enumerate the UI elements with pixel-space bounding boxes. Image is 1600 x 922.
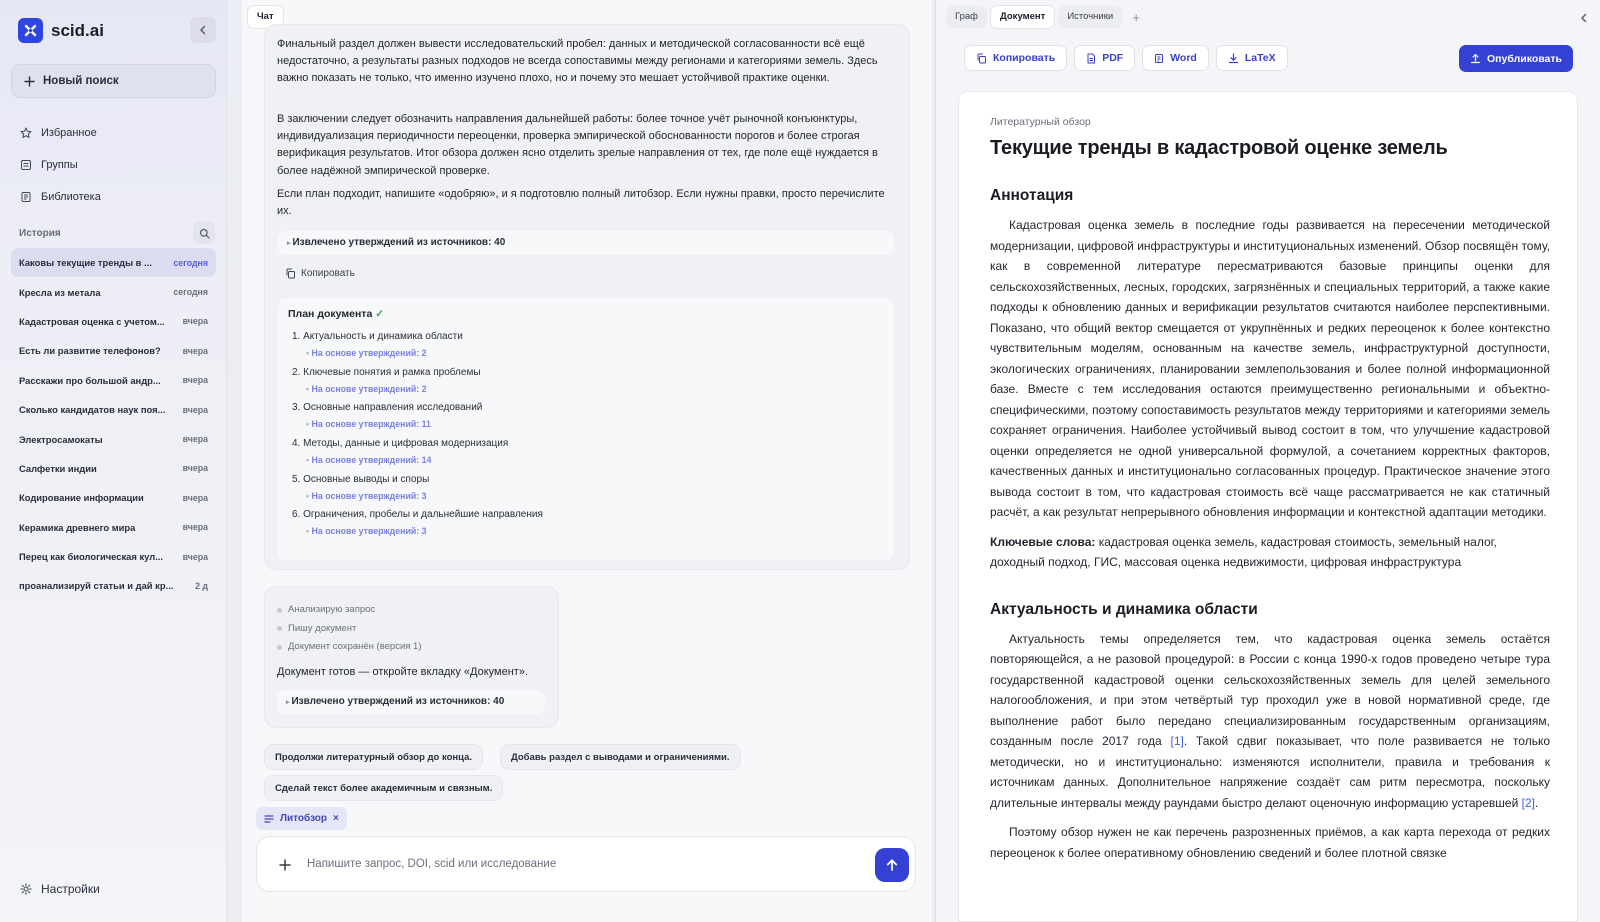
history-item-date: вчера bbox=[182, 551, 208, 562]
sidebar-item-label: Группы bbox=[41, 159, 78, 171]
plan-item-title: 4. Методы, данные и цифровая модернизация bbox=[292, 438, 509, 450]
history-item[interactable] bbox=[11, 542, 216, 571]
plus-icon bbox=[24, 76, 35, 87]
section-text: . Такой сдвиг показывает, что поле развивается не только методически, но и институционально: изменяются исполнители, правила и требования к источникам данных. Дополнительное напряжение создаёт сам ритм пересмотра, поскольку длительные интервалы между раундами быстро делают оценочную информацию устаревшей bbox=[990, 734, 1551, 810]
export-word-button[interactable] bbox=[1142, 45, 1209, 71]
history-item-title: Кресла из метала bbox=[19, 286, 101, 298]
plan-item-claims[interactable]: • На основе утверждений: 3 bbox=[292, 523, 543, 540]
suggestion-chip[interactable]: Продолжи литературный обзор до конца. bbox=[264, 744, 483, 770]
history-item-date: вчера bbox=[182, 492, 208, 503]
message-paragraph: Финальный раздел должен вывести исследовательский пробел: данных и методической согласованности всё ещё недостаточно, а результаты разных подходов не всегда сопоставимы между регионами и категориями земель. Здесь важно показать не только, что именно изучено плохо, но и почему это мешает устойчивой практике оценки. bbox=[277, 38, 878, 85]
abstract-text: Кадастровая оценка земель в последние годы развивается на пересечении методической модернизации, цифровой инфраструктуры и институциональных изменений. Обзор посвящён тому, как в современной литературе пересматриваются базовые принципы оценки для сельскохозяйственных, лесных, городских, загрязнённых и специальных территорий, а также какие подходы к обновлению данных и верификации результатов считаются наиболее перспективными. Показано, что общий вектор смещается от укрупнённых и редких переоценок к более контекстно чувствительным моделям, основанным на качестве земель, инфраструктурной доступности, экологических ограничениях, планировании землепользования и более полной информационной базе. Вместе с тем исследования остаются преимущественно региональными и объектно-специфическими, поэтому сопоставимость результатов между территориями и категориями земель сохраняет ограничения. Наиболее устойчивый вывод состоит в том, что улучшение кадастровой оценки определяется не одной универсальной формулой, а сочетанием корректных факторов, качественных данных и институционально согласованных процедур. Практическое значение этого вывода состоит в том, что кадастровая стоимость всё чаще рассматривается не как статичный расчёт, а как результат непрерывного обновления информации и контекстной адаптации методики. bbox=[990, 218, 1550, 519]
history-item[interactable] bbox=[11, 483, 216, 512]
document-page bbox=[958, 91, 1578, 922]
history-item[interactable] bbox=[11, 513, 216, 542]
dot-icon bbox=[277, 645, 282, 650]
sidebar-item-label: Библиотека bbox=[41, 191, 101, 203]
claims-toggle[interactable]: ▸ Извлечено утверждений из источников: 40 bbox=[277, 690, 545, 714]
keywords-text: кадастровая оценка земель, кадастровая стоимость, земельный налог, доходный подход, ГИС, массовая оценка недвижимости, цифровая инфраструктура bbox=[990, 534, 1497, 569]
history-list bbox=[11, 248, 216, 601]
citation-link[interactable]: [1] bbox=[1170, 734, 1184, 748]
copy-document-label: Копировать bbox=[993, 52, 1056, 64]
plan-item bbox=[292, 435, 543, 471]
upload-icon bbox=[1470, 53, 1481, 64]
plan-item bbox=[292, 364, 543, 400]
export-word-label: Word bbox=[1170, 52, 1197, 64]
close-icon[interactable]: × bbox=[333, 813, 339, 824]
section-paragraph: Поэтому обзор нужен не как перечень разрозненных приёмов, а как карта перехода от редких переоценок к более оперативному обновлению сведений и более плотной связке bbox=[990, 825, 1550, 860]
status-done-text: Документ готов — откройте вкладку «Документ». bbox=[277, 666, 528, 678]
copy-document-button[interactable] bbox=[964, 45, 1067, 71]
collapse-panel-button[interactable] bbox=[1574, 8, 1594, 28]
history-item-title: Салфетки индии bbox=[19, 462, 97, 474]
keywords bbox=[990, 532, 1550, 573]
dot-icon bbox=[277, 608, 282, 613]
copy-message-button[interactable] bbox=[285, 268, 355, 279]
history-item-title: Сколько кандидатов наук поя... bbox=[19, 404, 166, 416]
history-item[interactable] bbox=[11, 366, 216, 395]
gear-icon bbox=[20, 883, 32, 895]
status-steps bbox=[277, 601, 422, 657]
new-search-label: Новый поиск bbox=[43, 75, 119, 87]
mode-tag-label: Литобзор bbox=[280, 813, 328, 824]
status-step-label: Пишу документ bbox=[288, 622, 357, 634]
plan-title-text: План документа bbox=[288, 308, 373, 320]
suggestion-chip[interactable]: Сделай текст более академичным и связным. bbox=[264, 775, 503, 801]
file-icon bbox=[1154, 53, 1164, 64]
plan-item bbox=[292, 399, 543, 435]
chevron-left-icon bbox=[198, 25, 208, 35]
history-item-date: вчера bbox=[182, 404, 208, 415]
history-item-date: вчера bbox=[182, 463, 208, 474]
brand[interactable] bbox=[18, 18, 104, 43]
download-icon bbox=[1228, 53, 1239, 64]
history-item-date: вчера bbox=[182, 345, 208, 356]
status-step-label: Анализирую запрос bbox=[288, 604, 376, 615]
publish-button[interactable] bbox=[1459, 45, 1573, 72]
library-icon bbox=[20, 191, 32, 203]
section-text: Актуальность темы определяется тем, что кадастровая оценка земель остаётся повторяющейся, а не разовой процедурой: в России с конца 1990-х годов проведено четыре тура государственной кадастровой оценки сельскохозяйственных земель для целей земельного налогообложения, и при этом четвёртый тур проходил уже в новой нормативной среде, где выполнение работ было передано специализированным государственным организациям, созданным после 2017 года bbox=[990, 631, 1550, 748]
tab-sources[interactable]: Источники bbox=[1058, 6, 1122, 28]
history-item-title: Расскажи про большой андр... bbox=[19, 374, 161, 386]
history-item-title: Керамика древнего мира bbox=[19, 521, 136, 533]
history-item-title: Кадастровая оценка с учетом... bbox=[19, 315, 165, 327]
tab-document[interactable]: Документ bbox=[991, 6, 1054, 28]
list-icon bbox=[264, 814, 274, 824]
history-item-date: сегодня bbox=[173, 257, 208, 268]
collapse-sidebar-button[interactable] bbox=[190, 17, 216, 43]
history-item-date: вчера bbox=[182, 375, 208, 386]
mode-tag[interactable] bbox=[256, 807, 347, 830]
settings-button[interactable] bbox=[20, 882, 100, 896]
plan-item-claims[interactable]: • На основе утверждений: 2 bbox=[292, 345, 543, 362]
sidebar-item-groups[interactable] bbox=[20, 149, 101, 181]
copy-icon bbox=[285, 268, 296, 279]
plan-item bbox=[292, 471, 543, 507]
document-plan bbox=[278, 298, 894, 560]
plan-title bbox=[288, 308, 384, 320]
copy-icon bbox=[976, 53, 987, 64]
keywords-label: Ключевые слова: bbox=[990, 534, 1096, 549]
star-icon bbox=[20, 127, 32, 139]
new-search-button[interactable] bbox=[11, 64, 216, 98]
document-tabbar bbox=[946, 6, 1146, 28]
copy-label: Копировать bbox=[301, 268, 355, 279]
plan-list bbox=[292, 328, 543, 542]
document-kicker: Литературный обзор bbox=[990, 116, 1091, 128]
plan-item-title: 5. Основные выводы и споры bbox=[292, 473, 430, 485]
check-icon: ✓ bbox=[375, 308, 385, 320]
plus-icon bbox=[279, 859, 291, 871]
file-icon bbox=[1086, 53, 1096, 64]
history-item[interactable] bbox=[11, 248, 216, 277]
plan-item-title: 3. Основные направления исследований bbox=[292, 402, 483, 414]
attach-button[interactable] bbox=[275, 855, 295, 875]
arrow-up-icon bbox=[885, 858, 899, 872]
chat-input[interactable] bbox=[307, 849, 827, 879]
plan-item-title: 6. Ограничения, пробелы и дальнейшие направления bbox=[292, 509, 543, 521]
sidebar-item-library[interactable] bbox=[20, 181, 101, 213]
export-pdf-button[interactable] bbox=[1074, 45, 1135, 71]
document-title: Текущие тренды в кадастровой оценке земель bbox=[990, 137, 1448, 159]
send-button[interactable] bbox=[875, 848, 909, 882]
history-item-title: Электросамокаты bbox=[19, 433, 103, 445]
settings-label: Настройки bbox=[41, 882, 100, 896]
status-step-label: Документ сохранён (версия 1) bbox=[288, 641, 422, 652]
history-item-date: вчера bbox=[182, 434, 208, 445]
plan-item-claims[interactable]: • На основе утверждений: 11 bbox=[292, 416, 543, 433]
status-step bbox=[277, 638, 422, 657]
history-item[interactable] bbox=[11, 571, 216, 600]
history-item-title: Перец как биологическая кул... bbox=[19, 551, 164, 563]
export-latex-button[interactable] bbox=[1216, 45, 1288, 71]
history-item-date: вчера bbox=[182, 316, 208, 327]
dot-icon bbox=[277, 626, 282, 631]
history-item[interactable] bbox=[11, 395, 216, 424]
tab-graph[interactable]: Граф bbox=[946, 6, 987, 28]
status-step bbox=[277, 601, 422, 620]
history-item[interactable] bbox=[11, 277, 216, 306]
chevron-left-icon bbox=[1579, 13, 1589, 23]
history-item-title: Есть ли развитие телефонов? bbox=[19, 345, 161, 357]
abstract-heading: Аннотация bbox=[990, 187, 1074, 204]
message-paragraph: В заключении следует обозначить направления дальнейшей работы: более точное учёт рыночной конъюнктуры, индивидуализация периодичности переоценки, проверка эмпирической обоснованности порогов и более строгая верификация результатов. Итог обзора должен ясно отделить зрелые направления от тех, где поле ещё нуждается в более надёжной эмпирической проверке. bbox=[277, 113, 878, 177]
search-icon bbox=[199, 228, 210, 239]
claims-toggle[interactable]: ▸ Извлечено утверждений из источников: 40 bbox=[278, 231, 894, 255]
publish-label: Опубликовать bbox=[1487, 52, 1562, 65]
plan-item-title: 2. Ключевые понятия и рамка проблемы bbox=[292, 366, 481, 378]
export-latex-label: LaTeX bbox=[1244, 52, 1276, 64]
history-search-button[interactable] bbox=[193, 222, 215, 244]
history-item[interactable] bbox=[11, 307, 216, 336]
history-item[interactable] bbox=[11, 454, 216, 483]
history-item[interactable] bbox=[11, 336, 216, 365]
history-item-date: вчера bbox=[182, 522, 208, 533]
history-item-date: 2 д bbox=[195, 580, 208, 591]
export-pdf-label: PDF bbox=[1102, 52, 1124, 64]
add-tab-button[interactable]: + bbox=[1132, 9, 1140, 25]
tab-chat[interactable]: Чат bbox=[248, 6, 283, 28]
document-panel bbox=[936, 0, 1600, 922]
section-text: . bbox=[1534, 795, 1539, 810]
composer bbox=[256, 836, 916, 892]
sidebar-item-label: Избранное bbox=[41, 127, 97, 139]
plan-item-claims[interactable]: • На основе утверждений: 2 bbox=[292, 381, 543, 398]
plan-item-claims[interactable]: • На основе утверждений: 14 bbox=[292, 452, 543, 469]
history-item-date: сегодня bbox=[173, 287, 208, 298]
message-paragraph: Если план подходит, напишите «одобряю», и я подготовлю полный литобзор. Если нужны правки, просто перечислите их. bbox=[277, 188, 885, 218]
history-item-title: проанализируй статьи и дай кр... bbox=[19, 580, 174, 592]
history-title: История bbox=[19, 227, 61, 239]
groups-icon bbox=[20, 159, 32, 171]
logo-icon bbox=[18, 18, 43, 43]
brand-name: scid.ai bbox=[51, 20, 104, 40]
status-message bbox=[264, 586, 559, 728]
plan-item-claims[interactable]: • На основе утверждений: 3 bbox=[292, 488, 543, 505]
sidebar-item-favorites[interactable] bbox=[20, 117, 101, 149]
document-content bbox=[990, 116, 1550, 863]
section-paragraph bbox=[990, 629, 1550, 814]
plan-item-title: 1. Актуальность и динамика области bbox=[292, 331, 463, 342]
history-item-title: Кодирование информации bbox=[19, 492, 144, 504]
citation-link[interactable]: [2] bbox=[1521, 795, 1535, 810]
sidebar-nav bbox=[20, 117, 101, 213]
plan-item bbox=[292, 506, 543, 542]
document-toolbar bbox=[964, 45, 1288, 71]
sidebar bbox=[0, 0, 227, 922]
history-item[interactable] bbox=[11, 424, 216, 453]
history-item-title: Каковы текущие тренды в ... bbox=[19, 257, 152, 269]
plan-item bbox=[292, 328, 543, 364]
section-heading: Актуальность и динамика области bbox=[990, 600, 1258, 618]
status-step bbox=[277, 620, 422, 639]
history-header bbox=[19, 222, 215, 244]
suggestion-chip[interactable]: Добавь раздел с выводами и ограничениями. bbox=[500, 744, 741, 770]
